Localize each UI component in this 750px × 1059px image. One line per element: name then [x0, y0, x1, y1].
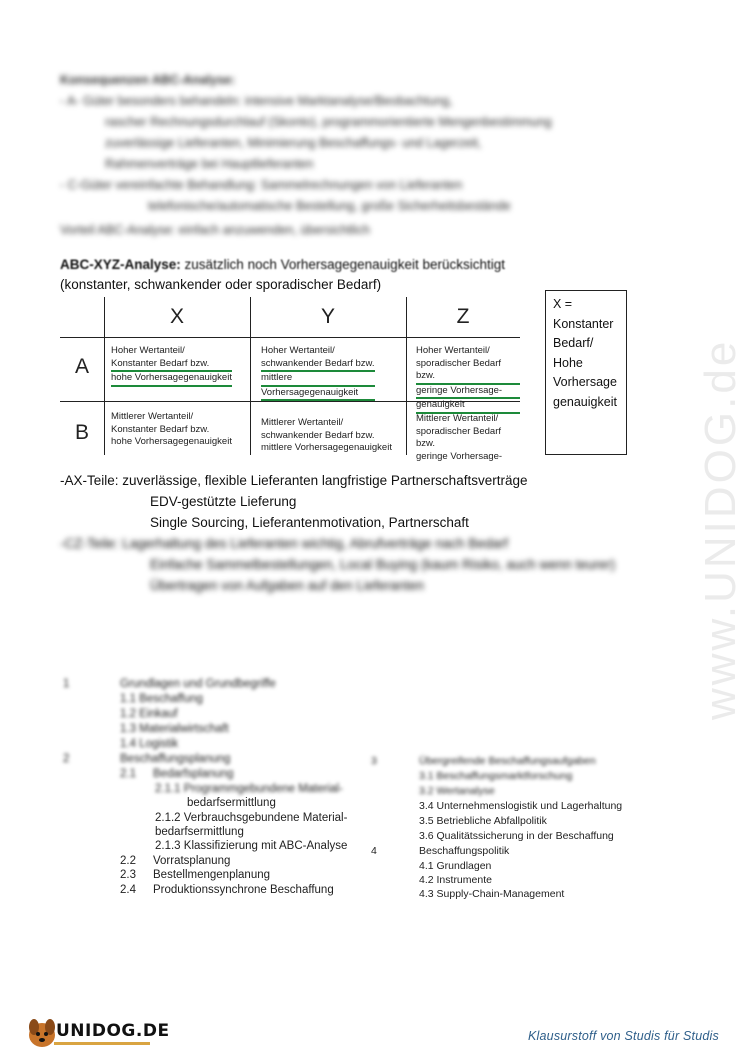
toc-entry: 3.2 Wertanalyse — [419, 785, 495, 797]
cell-az — [416, 345, 520, 414]
cell-line-highlighted: genauigkeit — [416, 399, 520, 414]
cell-line: Hoher Wertanteil/ — [416, 345, 490, 356]
toc-entry: 2.1.2 Verbrauchsgebundene Material- — [155, 812, 348, 824]
text-line: - A- Güter besonders behandeln: intensive Marktanalyse/Beobachtung, — [60, 94, 453, 108]
cz-parts-line: Einfache Sammelbestellungen, Local Buying (kaum Risiko, auch wenn teurer) — [150, 557, 616, 572]
toc-number: 1 — [63, 678, 70, 690]
text-line: Vorteil ABC-Analyse: einfach anzuwenden, übersichtlich — [60, 223, 370, 237]
toc-entry: 4.1 Grundlagen — [419, 860, 492, 872]
xyz-heading — [60, 257, 505, 272]
toc-entry: Bedarfsplanung — [153, 768, 234, 780]
cell-line: Konstanter Bedarf bzw. — [111, 423, 210, 435]
text-line: zuverlässige Lieferanten, Minimierung Beschaffungs- und Lagerzeit, — [105, 136, 482, 150]
xyz-heading-rest: zusätzlich noch Vorhersagegenauigkeit berücksichtigt — [184, 257, 505, 272]
table-divider — [60, 337, 520, 338]
toc-entry: 2.1.3 Klassifizierung mit ABC-Analyse — [155, 840, 348, 852]
toc-number: 4 — [371, 845, 377, 857]
cell-line-highlighted: sporadischer Bedarf bzw. — [416, 358, 520, 385]
cell-ax — [111, 345, 232, 387]
column-header-y: Y — [320, 305, 335, 328]
toc-entry: 1.3 Materialwirtschaft — [120, 723, 229, 735]
toc-chapter: Übergreifende Beschaffungsaufgaben — [419, 755, 596, 767]
toc-chapter: Beschaffungsplanung — [120, 753, 231, 765]
cell-line: mittlere Vorhersagegenauigkeit — [261, 442, 392, 453]
text-line: - C-Güter vereinfachte Behandlung: Sammelrechnungen von Lieferanten — [60, 178, 463, 192]
text-line: rascher Rechnungsdurchlauf (Skonto), programmorientierte Mengenbestimmung — [105, 115, 552, 129]
cell-bz — [416, 413, 520, 463]
text-line: telefonische/automatische Bestellung, große Sicherheitsbestände — [148, 199, 511, 213]
toc-chapter: Beschaffungspolitik — [419, 845, 510, 857]
cell-line: Mittlerer Wertanteil/ — [111, 411, 194, 422]
ax-parts-line: EDV-gestützte Lieferung — [150, 494, 297, 509]
toc-entry: 3.6 Qualitätssicherung in der Beschaffung — [419, 830, 614, 842]
toc-number: 2.4 — [120, 884, 136, 896]
toc-entry: 4.2 Instrumente — [419, 874, 492, 886]
toc-number: 2.1 — [120, 768, 136, 780]
legend-box — [545, 290, 627, 455]
toc-number: 2.3 — [120, 869, 136, 881]
xyz-heading-bold: ABC-XYZ-Analyse: — [60, 257, 181, 272]
cell-line-highlighted: hohe Vorhersagegenauigkeit — [111, 372, 232, 387]
cz-parts-line: Übertragen von Aufgaben auf den Lieferanten — [150, 578, 424, 593]
cell-line-highlighted: Vorhersagegenauigkeit — [261, 387, 375, 402]
column-header-z: Z — [456, 305, 470, 328]
toc-number: 2 — [63, 753, 70, 765]
legend-line: Konstanter — [553, 316, 614, 331]
column-header-x: X — [169, 305, 184, 328]
cell-line-highlighted: schwankender Bedarf bzw. — [261, 358, 375, 373]
cell-bx — [111, 411, 232, 449]
watermark: www.UNIDOG.de — [696, 338, 745, 720]
xyz-subheading: (konstanter, schwankender oder sporadischer Bedarf) — [60, 277, 382, 292]
cell-line-highlighted: Konstanter Bedarf bzw. — [111, 358, 232, 373]
toc-entry: Vorratsplanung — [153, 855, 231, 867]
toc-entry: 2.1.1 Programmgebundene Material- — [155, 783, 343, 795]
cell-line: geringe Vorhersage- — [416, 450, 503, 462]
legend-line: Bedarf/ — [553, 336, 594, 350]
cell-line: Mittlerer Wertanteil/ — [261, 417, 344, 428]
text-line: Rahmenverträge bei Hauptlieferanten — [105, 157, 314, 171]
cell-line: hohe Vorhersagegenauigkeit — [111, 436, 232, 447]
toc-number: 3 — [371, 755, 377, 767]
section-heading: Konsequenzen ABC-Analyse: — [60, 73, 236, 87]
cell-line: sporadischer Bedarf bzw. — [416, 425, 502, 449]
toc-entry: 3.1 Beschaffungsmarktforschung — [419, 770, 573, 782]
toc-entry: 1.2 Einkauf — [120, 708, 178, 720]
ax-parts-line: Single Sourcing, Lieferantenmotivation, Partnerschaft — [150, 515, 469, 530]
legend-line: genauigkeit — [553, 394, 617, 409]
legend-line: Hohe — [553, 355, 583, 370]
row-header-b: B — [74, 421, 89, 444]
toc-entry: 1.4 Logistik — [120, 738, 179, 750]
toc-entry: bedarfsermittlung — [187, 797, 276, 809]
cell-ay — [261, 345, 375, 401]
toc-entry: Produktionssynchrone Beschaffung — [153, 884, 334, 896]
toc-entry: bedarfsermittlung — [155, 826, 244, 838]
toc-entry: Bestellmengenplanung — [153, 869, 271, 881]
ax-parts-line: -AX-Teile: zuverlässige, flexible Lieferanten langfristige Partnerschaftsverträge — [60, 473, 528, 488]
xyz-matrix-table — [60, 297, 520, 462]
cell-line: schwankender Bedarf bzw. — [261, 429, 375, 441]
logo-text: UNIDOG.DE — [56, 1021, 170, 1041]
row-header-a: A — [74, 355, 89, 378]
toc-chapter: Grundlagen und Grundbegriffe — [120, 678, 276, 690]
toc-entry: 1.1 Beschaffung — [120, 693, 203, 705]
legend-line: X = — [553, 297, 573, 311]
cell-line: Hoher Wertanteil/ — [261, 345, 335, 356]
toc-number: 2.2 — [120, 855, 136, 867]
cell-line-highlighted: mittlere — [261, 372, 375, 387]
cell-line-highlighted: geringe Vorhersage- — [416, 385, 520, 400]
legend-line: Vorhersage — [553, 375, 617, 389]
footer-slogan: Klausurstoff von Studis für Studis — [528, 1029, 719, 1043]
toc-entry: 3.4 Unternehmenslogistik und Lagerhaltung — [419, 800, 623, 812]
cell-line: Mittlerer Wertanteil/ — [416, 413, 499, 424]
toc-entry: 4.3 Supply-Chain-Management — [419, 888, 565, 900]
cell-by — [261, 417, 392, 455]
cell-line: Hoher Wertanteil/ — [111, 345, 185, 356]
toc-entry: 3.5 Betriebliche Abfallpolitik — [419, 815, 547, 827]
cz-parts-line: -CZ-Teile: Lagerhaltung des Lieferanten wichtig, Abrufverträge nach Bedarf — [60, 536, 509, 551]
